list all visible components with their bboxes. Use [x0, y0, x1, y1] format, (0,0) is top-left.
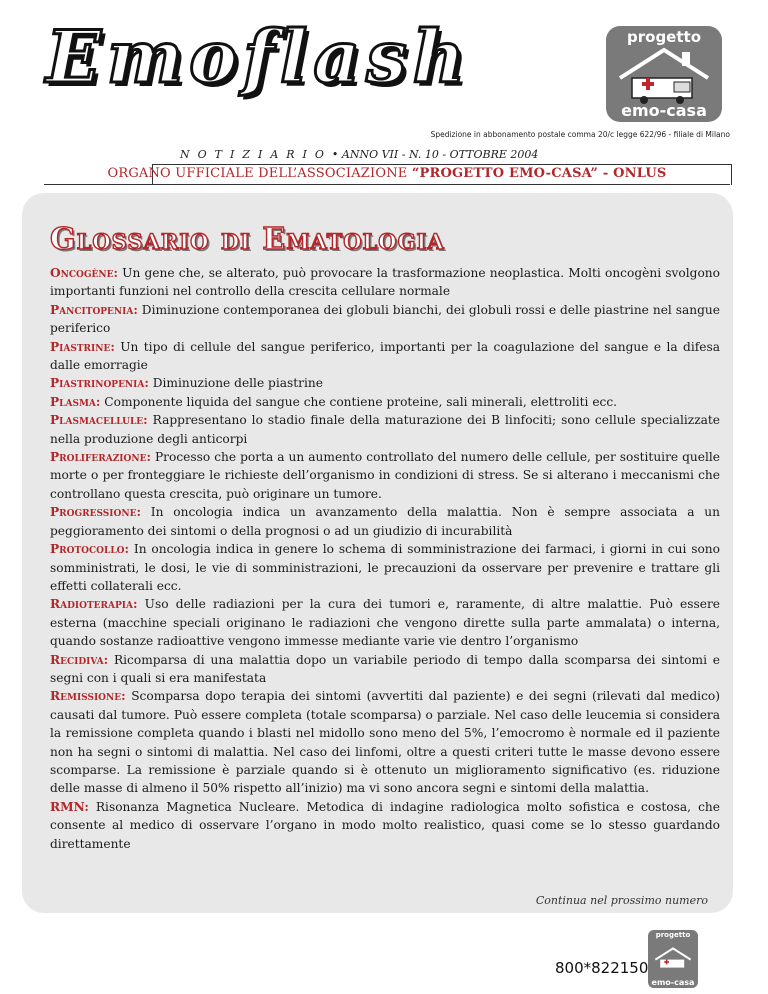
progetto-emo-casa-logo	[606, 26, 722, 122]
glossary-definition: Ricomparsa di una malattia dopo un variabile periodo di tempo dalla scomparsa dei sintomi e segni con i quali si era manifestata	[50, 652, 720, 685]
glossary-term: Pancitopenia:	[50, 302, 138, 317]
glossary-definition: Scomparsa dopo terapia dei sintomi (avvertiti dal paziente) e dei segni (rilevati dal medico) causati dal tumore. Può essere completa (totale scomparsa) o parziale. Nel caso delle leucemia si considera la remissione completa quando i blasti nel midollo sono meno del 5%, l’emocromo è normale ed il paziente non ha segni o sintomi di malattia. Nel caso dei linfomi, oltre a questi criteri tutte le masse devono essere scomparse. La remissione è parziale quando si è ottenuto un miglioramento significativo (es. riduzione delle masse di almeno il 50% rispetto all’inizio) ma vi sono ancora segni e sintomi della malattia.	[50, 689, 720, 796]
phone-number: 800*822150	[555, 959, 649, 977]
glossary-entry	[50, 595, 720, 650]
glossary-entry	[50, 798, 720, 853]
glossary-definition: Rappresentano lo stadio finale della maturazione dei B linfociti; sono cellule specializzate nella produzione degli anticorpi	[50, 413, 720, 446]
house-ambulance-icon	[614, 44, 714, 104]
issue-details: • ANNO VII - N. 10 - OTTOBRE 2004	[331, 148, 539, 161]
organ-prefix: ORGANO UFFICIALE DELL’ASSOCIAZIONE	[107, 166, 412, 181]
glossary-entry	[50, 301, 720, 338]
continued-note: Continua nel prossimo numero	[535, 894, 708, 907]
glossary-entry	[50, 393, 720, 411]
glossary-term: Remissione:	[50, 689, 126, 704]
logo-bottom-label: emo-casa	[621, 101, 707, 120]
glossary-term: Oncogène:	[50, 266, 118, 280]
glossary-entry	[50, 411, 720, 448]
glossary-entry	[50, 264, 720, 301]
footer-logo	[648, 930, 698, 988]
glossary-term: Piastrine:	[50, 339, 115, 354]
glossary-entry	[50, 540, 720, 595]
glossary-definition: Un tipo di cellule del sangue periferico, importanti per la coagulazione del sangue e la difesa dalle emorragie	[50, 339, 720, 373]
footer-logo-top: progetto	[655, 931, 691, 939]
glossary-definition: Diminuzione delle piastrine	[148, 376, 323, 391]
notiziario-label: NOTIZIARIO	[180, 148, 332, 161]
glossary-term: Protocollo:	[50, 542, 130, 557]
glossary-definition: Un gene che, se alterato, può provocare la trasformazione neoplastica. Molti oncogèni svolgono importanti funzioni nel controllo della crescita cellulare normale	[50, 266, 720, 299]
glossary-term: Radioterapia:	[50, 597, 138, 612]
glossary-list	[50, 264, 720, 853]
glossary-term: Recidiva:	[50, 652, 109, 667]
masthead-title: Emoflash	[46, 14, 471, 99]
glossary-definition: Diminuzione contemporanea dei globuli bianchi, dei globuli rossi e delle piastrine nel sangue periferico	[50, 302, 720, 336]
glossary-entry	[50, 374, 720, 392]
glossary-term: Progressione:	[50, 505, 141, 520]
glossary-definition: Uso delle radiazioni per la cura dei tumori e, raramente, di altre malattie. Può essere esterna (macchine speciali originano le radiazioni che vengono dirette sulla parte ammalata) o interna, quando sostanze radioattive vengono immesse mediante varie vie dentro l’organismo	[50, 597, 720, 649]
postal-note: Spedizione in abbonamento postale comma 20/c legge 622/96 - filiale di Milano	[430, 130, 730, 139]
organ-line	[44, 166, 730, 181]
footer-logo-bottom: emo-casa	[651, 978, 695, 987]
glossary-entry	[50, 651, 720, 688]
glossary-entry	[50, 448, 720, 503]
organ-name: “PROGETTO EMO-CASA” - ONLUS	[411, 166, 667, 181]
house-ambulance-icon	[653, 940, 693, 976]
glossary-definition: Risonanza Magnetica Nucleare. Metodica di indagine radiologica molto sofistica e costosa, che consente al medico di osservare l’organo in modo molto realistico, quasi come se lo stesso guardando direttamente	[50, 799, 720, 851]
glossary-definition: In oncologia indica un avanzamento della malattia. Non è sempre associata a un peggioramento dei sintomi o della prognosi o ad un giudizio di incurabilità	[50, 505, 720, 538]
glossary-term: Plasma:	[50, 394, 101, 409]
glossary-entry	[50, 338, 720, 375]
glossary-term: Proliferazione:	[50, 450, 151, 465]
glossary-definition: Processo che porta a un aumento controllato del numero delle cellule, per sostituire quelle morte o per fronteggiare le richieste dell’organismo in condizioni di stress. Se si alterano i meccanismi che controllano questa crescita, può originare un tumore.	[50, 450, 720, 501]
glossary-definition: Componente liquida del sangue che contiene proteine, sali minerali, elettroliti ecc.	[100, 394, 618, 409]
glossary-term: Piastrinopenia:	[50, 376, 149, 391]
glossary-term: RMN:	[50, 799, 89, 814]
issue-line	[180, 148, 538, 161]
glossary-headline: Glossario di Ematologia	[50, 222, 445, 257]
logo-top-label: progetto	[627, 28, 701, 46]
glossary-term: Plasmacellule:	[50, 413, 148, 428]
glossary-definition: In oncologia indica in genere lo schema di somministrazione dei farmaci, i giorni in cui sono somministrati, le dosi, le vie di somministrazioni, le precauzioni da osservare per prevenire e trattare gli effetti collaterali ecc.	[50, 542, 720, 593]
glossary-entry	[50, 503, 720, 540]
glossary-entry	[50, 687, 720, 797]
